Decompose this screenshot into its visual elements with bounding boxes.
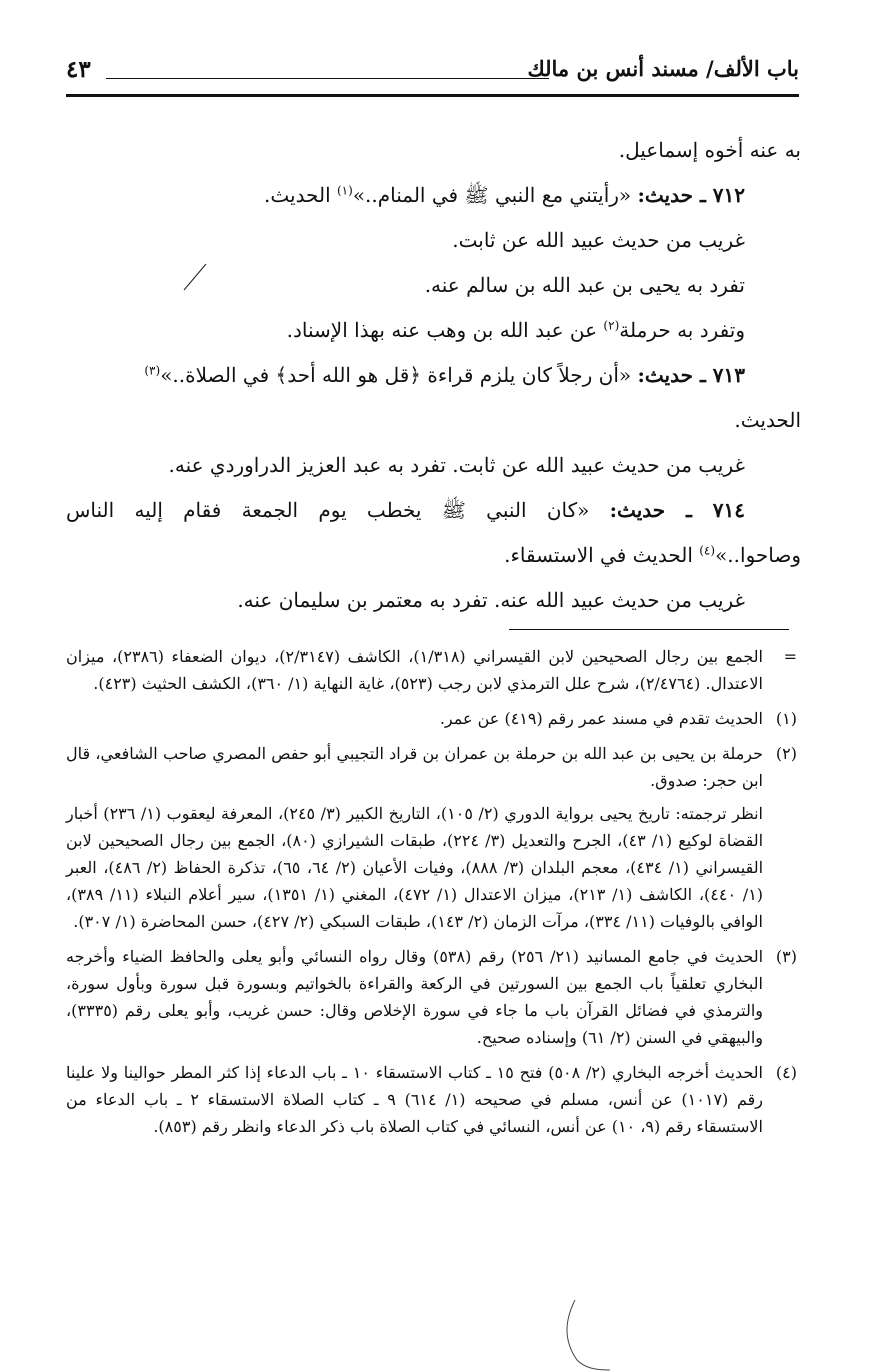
hadith-text: «رأيتني مع النبي ﷺ في المنام..»: [352, 183, 632, 207]
hadith-tail: الحديث.: [264, 183, 337, 207]
paragraph: غريب من حديث عبيد الله عنه. تفرد به معتمر بن سليمان عنه.: [237, 588, 745, 612]
hadith-text: «كان النبي ﷺ يخطب يوم الجمعة فقام إليه الناس: [66, 498, 590, 522]
footnote-text: الحديث في جامع المسانيد (٢١/ ٢٥٦) رقم (٥٣٨) وقال رواه النسائي وأبو يعلى والحافظ الضياء وأخرجه البخاري تعلقياً باب الجمع بين السورتين في الركعة والقراءة بالخواتيم وبسورة قبل سورة وبأول سورة، والترمذي في فضائل القرآن باب ما جاء في سورة الإخلاص وقال: حسن غريب، وأبو يعلى رقم (٣٣٣٥)، والبيهقي في السنن (٢/ ٦١) وإسناده صحيح.: [66, 947, 764, 1047]
footnote-text: الجمع بين رجال الصحيحين لابن القيسراني (١/٣١٨)، الكاشف (٢/٣١٤٧)، ديوان الضعفاء (٢٣٨٦)، ميزان الاعتدال. (٢/٤٧٦٤)، شرح علل الترمذي لابن رجب (٥٢٣)، غاية النهاية (١/ ٣٦٠)، الكشف الحثيث (٤٢٣).: [66, 647, 763, 693]
pen-stroke-mark: [180, 260, 210, 294]
footnote-ref: (٣): [144, 363, 161, 378]
footnote-marker: (٢): [775, 744, 797, 763]
paragraph: غريب من حديث عبيد الله عن ثابت. تفرد به عبد العزيز الدراوردي عنه.: [168, 453, 745, 477]
hadith-tail: الحديث في الاستسقاء.: [504, 543, 700, 567]
footnote-text: حرملة بن يحيى بن عبد الله بن حرملة بن عمران بن قراد التجيبي أبو حفص المصري صاحب الشافعي، قال ابن حجر: صدوق.: [66, 744, 763, 790]
hadith-tail: الحديث.: [734, 408, 801, 432]
paragraph: به عنه أخوه إسماعيل.: [618, 138, 801, 162]
text-span: وتفرد به حرملة: [619, 318, 745, 342]
hadith-number: ٧١٣ ـ حديث:: [637, 363, 745, 387]
footnote-2: [66, 740, 797, 935]
footnote-separator: [509, 629, 789, 630]
footnote-marker: =: [783, 647, 797, 666]
header-rule-thin: [106, 78, 549, 79]
footnote-marker: (٤): [775, 1063, 797, 1082]
footnote-4: [66, 1059, 797, 1140]
main-text: [66, 128, 801, 623]
footnote-marker: (١): [775, 709, 797, 728]
paragraph: [66, 308, 789, 353]
page-number: ٤٣: [66, 56, 91, 83]
footnote-3: [66, 943, 797, 1051]
paragraph: غريب من حديث عبيد الله عن ثابت.: [452, 228, 745, 252]
hadith-number: ٧١٤ ـ حديث:: [609, 498, 745, 522]
footnote-ref: (٤): [699, 543, 716, 558]
hadith-714-cont: [66, 533, 801, 578]
footnote-text: الحديث تقدم في مسند عمر رقم (٤١٩) عن عمر.: [439, 709, 763, 728]
running-header: [66, 56, 799, 96]
footnote-marker: (٣): [775, 947, 797, 966]
footnote-text: الحديث أخرجه البخاري (٢/ ٥٠٨) فتح ١٥ ـ كتاب الاستسقاء ١٠ ـ باب الدعاء إذا كثر المطر حوالينا ولا علينا رقم (١٠١٧) عن أنس، مسلم في صحيحه (١/ ٦١٤) ٩ ـ كتاب الصلاة الاستسقاء ٢ ـ باب الدعاء من الاستسقاء رقم (٩، ١٠) عن أنس، النسائي في كتاب الصلاة باب ذكر الدعاء وانظر رقم (٨٥٣).: [66, 1063, 764, 1136]
footnote-ref: (٢): [603, 318, 620, 333]
footnotes: [66, 643, 797, 1148]
hadith-text: «أن رجلاً كان يلزم قراءة ﴿قل هو الله أحد﴾ في الصلاة..»: [160, 363, 632, 387]
pen-stroke-mark: [555, 1300, 615, 1371]
chapter-title: باب الألف/ مسند أنس بن مالك: [527, 56, 799, 81]
footnote-text: انظر ترجمته: تاريخ يحيى برواية الدوري (٢/ ١٠٥)، التاريخ الكبير (٣/ ٢٤٥)، المعرفة ليعقوب (١/ ٢٣٦) أخبار القضاة لوكيع (١/ ٤٣)، الجرح والتعديل (٣/ ٢٢٤)، طبقات الشيرازي (٨٠)، الجمع بين رجال الصحيحين لابن القيسراني (١/ ٤٣٤)، معجم البلدان (٣/ ٨٨٨)، وفيات الأعيان (٢/ ٦٤، ٦٥)، تذكرة الحفاظ (٢/ ٤٨٦)، العبر (١/ ٤٤٠)، الكاشف (١/ ٢١٣)، ميزان الاعتدال (١/ ٤٧٢)، المغني (١/ ١٣٥١)، سير أعلام النبلاء (١١/ ٣٨٩)، الوافي بالوفيات (١١/ ٣٣٤)، مرآت الزمان (٢/ ١٤٣)، طبقات السبكي (٢/ ٤٢٧)، حسن المحاضرة (١/ ٣٠٧).: [66, 804, 764, 931]
hadith-number: ٧١٢ ـ حديث:: [637, 183, 745, 207]
text-span: عن عبد الله بن وهب عنه بهذا الإسناد.: [286, 318, 604, 342]
hadith-text: وصاحوا..»: [715, 543, 801, 567]
hadith-714: [66, 488, 789, 533]
header-rule-thick: [66, 94, 799, 97]
footnote-ref: (١): [336, 183, 353, 198]
paragraph: تفرد به يحيى بن عبد الله بن سالم عنه.: [424, 273, 745, 297]
footnote-1: [66, 705, 797, 732]
hadith-712: [66, 173, 789, 218]
hadith-713: [66, 353, 789, 398]
footnote-continued: [66, 643, 797, 697]
